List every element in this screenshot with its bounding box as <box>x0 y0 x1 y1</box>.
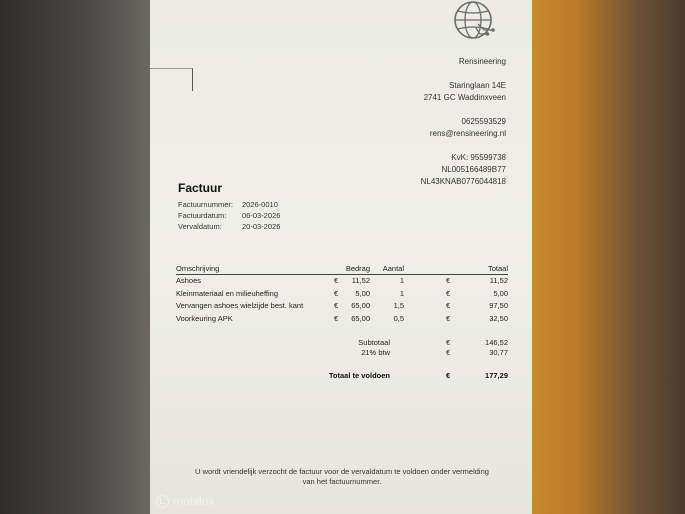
company-details <box>421 56 506 188</box>
company-vat-number: NL005166489B77 <box>441 165 506 174</box>
invoice-number-label: Factuurnummer: <box>178 200 234 209</box>
row-totaal: 5,00 <box>493 288 508 298</box>
grand-total-value: 177,29 <box>485 371 508 380</box>
row-bedrag: 11,52 <box>351 276 370 285</box>
payment-note-line: van het factuurnummer. <box>302 477 382 486</box>
header-totaal: Totaal <box>487 264 508 273</box>
vat-row <box>176 348 508 358</box>
mobilox-watermark <box>156 494 214 508</box>
currency-symbol: € <box>334 301 339 310</box>
background-right <box>532 0 685 514</box>
row-aantal: 1,5 <box>393 301 404 310</box>
payment-note <box>172 467 512 487</box>
currency-symbol: € <box>334 276 339 285</box>
company-city: 2741 GC Waddinxveen <box>423 93 506 102</box>
header-aantal: Aantal <box>382 264 404 273</box>
grand-total-row <box>176 371 508 383</box>
header-bedrag: Bedrag <box>345 264 370 273</box>
company-phone: 0625593529 <box>461 117 506 126</box>
vat-label: 21% btw <box>361 348 390 357</box>
row-aantal: 1 <box>399 288 404 298</box>
company-street: Staringlaan 14E <box>449 81 506 90</box>
currency-symbol: € <box>446 301 451 310</box>
subtotal-value: 146,52 <box>485 338 508 347</box>
row-totaal: 11,52 <box>489 276 508 285</box>
table-header <box>176 263 508 275</box>
currency-symbol: € <box>334 288 339 298</box>
row-description: Voorkeuring APK <box>176 313 233 323</box>
table-row <box>176 288 508 301</box>
row-bedrag: 5,00 <box>355 288 370 298</box>
watermark-text: mobilox <box>173 494 215 508</box>
invoice-paper <box>150 0 532 514</box>
invoice-date-label: Factuurdatum: <box>178 211 227 220</box>
currency-symbol: € <box>446 276 451 285</box>
table-row <box>176 313 508 326</box>
vat-value: 30,77 <box>489 348 508 357</box>
row-aantal: 0,5 <box>393 313 404 323</box>
subtotal-row <box>176 338 508 348</box>
mobilox-logo-icon <box>156 495 169 508</box>
row-totaal: 32,50 <box>489 313 508 323</box>
currency-symbol: € <box>446 338 451 347</box>
invoice-due-label: Vervaldatum: <box>178 222 222 231</box>
payment-note-line: U wordt vriendelijk verzocht de factuur voor de vervaldatum te voldoen onder vermelding <box>195 467 489 476</box>
row-description: Vervangen ashoes wielzijde best. kant <box>176 301 304 310</box>
currency-symbol: € <box>446 348 451 357</box>
company-kvk: KvK: 95599738 <box>451 153 506 162</box>
row-aantal: 1 <box>399 276 404 285</box>
row-description: Ashoes <box>176 276 202 285</box>
company-iban: NL43KNAB0776044818 <box>420 177 506 186</box>
company-name: Rensineering <box>458 57 506 66</box>
globe-circuit-logo-icon <box>448 0 498 50</box>
totals-block <box>176 338 508 358</box>
invoice-due: 20-03-2026 <box>242 222 281 231</box>
invoice-title: Factuur <box>178 181 223 195</box>
invoice-number: 2026-0010 <box>242 200 278 209</box>
table-row <box>176 275 508 288</box>
invoice-meta <box>178 199 280 232</box>
currency-symbol: € <box>446 313 451 323</box>
row-totaal: 97,50 <box>489 301 508 310</box>
header-omschrijving: Omschrijving <box>176 264 220 273</box>
row-bedrag: 65,00 <box>351 301 370 310</box>
currency-symbol: € <box>334 313 339 323</box>
company-email: rens@rensineering.nl <box>429 129 506 138</box>
paper-fold-mark <box>150 68 193 91</box>
row-bedrag: 65,00 <box>351 313 370 323</box>
table-row <box>176 300 508 313</box>
subtotal-label: Subtotaal <box>358 338 390 347</box>
background-left <box>0 0 150 514</box>
currency-symbol: € <box>446 371 451 380</box>
grand-total-label: Totaal te voldoen <box>328 371 390 380</box>
row-description: Kleinmateriaal en milieuheffing <box>176 288 279 298</box>
line-items-table <box>176 263 508 325</box>
currency-symbol: € <box>446 288 451 298</box>
invoice-date: 06-03-2026 <box>242 211 281 220</box>
